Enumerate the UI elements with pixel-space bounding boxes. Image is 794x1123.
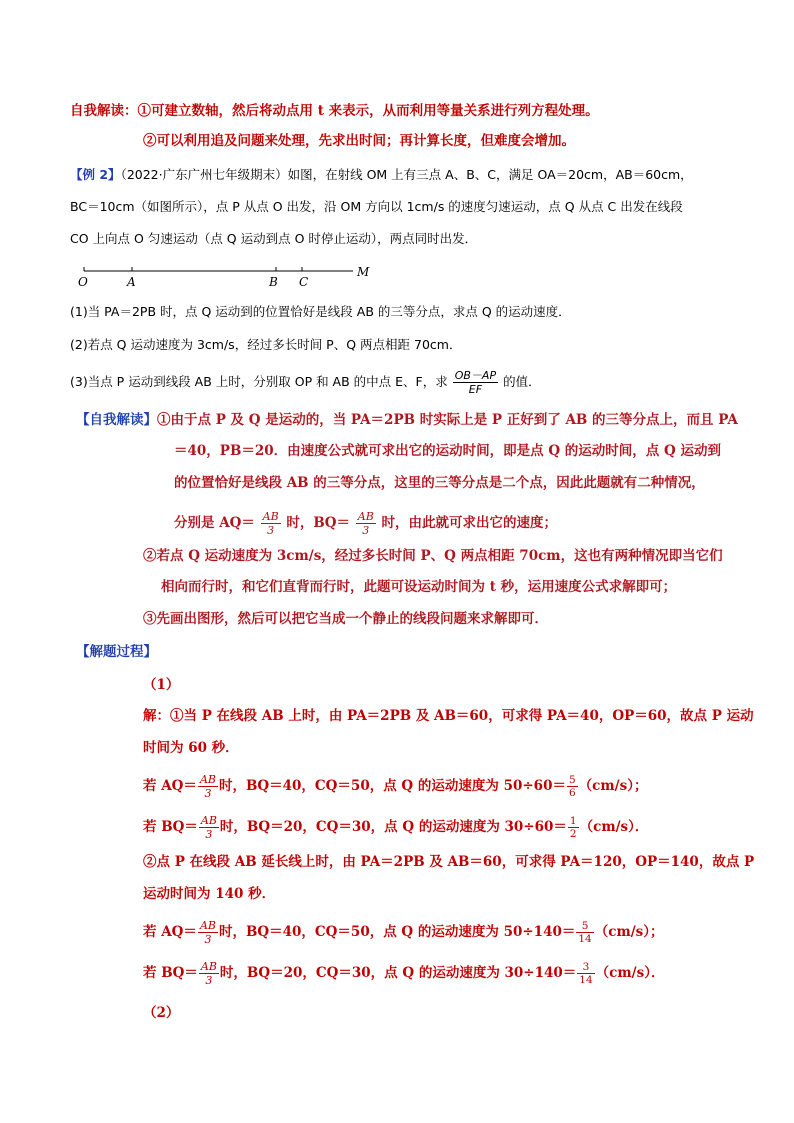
label-c: C (299, 275, 309, 289)
self-reading-intro (70, 101, 599, 121)
solution-label: 【解题过程】 (76, 644, 157, 660)
self-reading-2-label: 【自我解读】 (76, 412, 157, 428)
solution-part-1: （1） (143, 677, 180, 693)
ab-over-3-fraction: $\frac{AB}{3}$ (262, 510, 279, 537)
label-m: M (357, 265, 370, 279)
self-reading-2-line-7: ③先画出图形，然后可以把它当成一个静止的线段问题来求解即可． (143, 611, 548, 627)
result-fraction: $\frac{5}{6}$ (568, 773, 576, 799)
solution-case-1: 若 AQ＝ $\frac{AB}{3}$ 时，BQ＝40，CQ＝50，点 Q 的运动速度为 50÷60＝ $\frac{5}{6}$ （cm/s）； (143, 773, 648, 800)
result-fraction: $\frac{3}{14}$ (579, 960, 593, 986)
ab-over-3-fraction: $\frac{AB}{3}$ (357, 510, 374, 537)
solution-line-2: 时间为 60 秒． (143, 740, 239, 756)
example-line-3: CO 上向点 O 匀速运动（点 Q 运动到点 O 时停止运动），两点同时出发． (70, 231, 478, 246)
example-tag: 【例 2】 (70, 167, 121, 182)
question-1: (1)当 PA＝2PB 时，点 Q 运动到的位置恰好是线段 AB 的三等分点，求点 Q 的运动速度． (70, 304, 571, 319)
solution-line-1: 解：①当 P 在线段 AB 上时，由 PA＝2PB 及 AB＝60，可求得 PA＝40，OP＝60，故点 P 运动 (143, 708, 754, 724)
self-reading-2-line-3: 的位置恰好是线段 AB 的三等分点，这里的三等分点是二个点，因此此题就有二种情况， (174, 475, 705, 491)
example-line-1: 【例 2】（2022·广东广州七年级期末）如图，在射线 OM 上有三点 A、B、C，满足 OA＝20cm，AB＝60cm， (70, 167, 693, 182)
ab-over-3-fraction: $\frac{AB}{3}$ (199, 919, 216, 946)
label-a: A (127, 275, 136, 289)
self-reading-2-line-6: 相向而行时，和它们直背而行时，此题可设运动时间为 t 秒，运用速度公式求解即可； (161, 579, 677, 595)
self-reading-point-2: ②可以利用追及问题来处理，先求出时间；再计算长度，但难度会增加。 (143, 133, 575, 149)
label-b: B (269, 275, 278, 289)
solution-line-3: ②点 P 在线段 AB 延长线上时，由 PA＝2PB 及 AB＝60，可求得 PA＝120，OP＝140，故点 P (143, 854, 755, 870)
solution-part-2: （2） (143, 1005, 180, 1021)
solution-case-3: 若 AQ＝ $\frac{AB}{3}$ 时，BQ＝40，CQ＝50，点 Q 的运动速度为 50÷140＝ $\frac{5}{14}$ （cm/s）； (143, 919, 664, 946)
ab-over-3-fraction: $\frac{AB}{3}$ (199, 773, 216, 800)
ray-figure (70, 262, 390, 290)
question-3: (3)当点 P 运动到线段 AB 上时，分别取 OP 和 AB 的中点 E、F，求 $\frac{OB-AP}{EF}$ 的值． (70, 369, 541, 396)
ab-over-3-fraction: $\frac{AB}{3}$ (200, 960, 217, 987)
solution-case-2: 若 BQ＝ $\frac{AB}{3}$ 时，BQ＝20，CQ＝30，点 Q 的运动速度为 30÷60＝ $\frac{1}{2}$ （cm/s）． (143, 814, 649, 841)
self-reading-2-line-2: ＝40，PB＝20．由速度公式就可求出它的运动时间，即是点 Q 的运动时间，点 Q 运动到 (174, 443, 721, 459)
self-reading-2-line-5: ②若点 Q 运动速度为 3cm/s，经过多长时间 P、Q 两点相距 70cm，这也有两种情况即当它们 (143, 548, 723, 564)
example-line-2: BC＝10cm（如图所示），点 P 从点 O 出发，沿 OM 方向以 1cm/s 的速度匀速运动，点 Q 从点 C 出发在线段 (70, 199, 683, 214)
solution-case-4: 若 BQ＝ $\frac{AB}{3}$ 时，BQ＝20，CQ＝30，点 Q 的运动速度为 30÷140＝ $\frac{3}{14}$ （cm/s）． (143, 960, 665, 987)
self-reading-label: 自我解读： (70, 103, 138, 119)
question-2: (2)若点 Q 运动速度为 3cm/s，经过多长时间 P、Q 两点相距 70cm． (70, 337, 462, 352)
ab-over-3-fraction: $\frac{AB}{3}$ (200, 814, 217, 841)
solution-line-4: 运动时间为 140 秒． (143, 886, 276, 902)
ratio-fraction: $\frac{OB-AP}{EF}$ (454, 369, 497, 396)
result-fraction: $\frac{1}{2}$ (569, 814, 577, 840)
self-reading-2-line-1: 【自我解读】①由于点 P 及 Q 是运动的，当 PA＝2PB 时实际上是 P 正好到了 AB 的三等分点上，而且 PA (76, 412, 738, 428)
result-fraction: $\frac{5}{14}$ (578, 919, 592, 945)
label-o: O (78, 275, 88, 289)
self-reading-2-line-4: 分别是 AQ＝ $\frac{AB}{3}$ 时，BQ＝ $\frac{AB}{3}$ 时，由此就可求出它的速度； (174, 510, 557, 537)
self-reading-point-1: ①可建立数轴，然后将动点用 t 来表示，从而利用等量关系进行列方程处理。 (137, 103, 599, 119)
